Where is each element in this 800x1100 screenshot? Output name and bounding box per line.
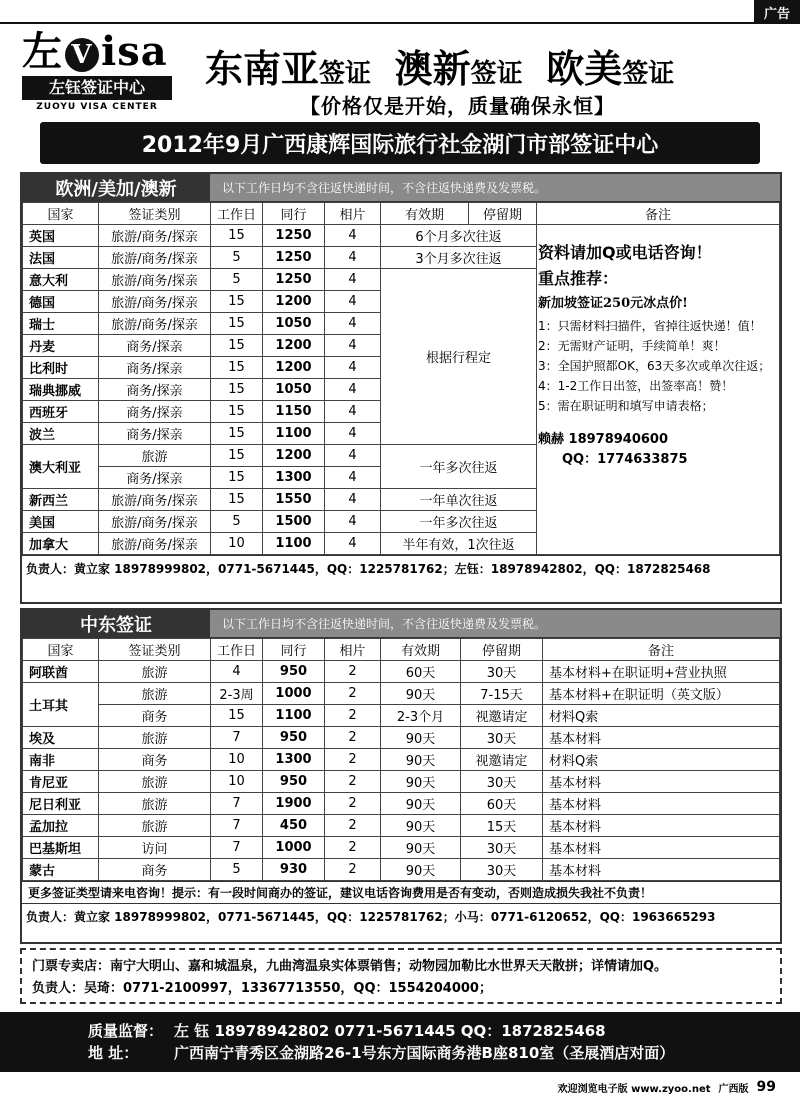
table-cell: 2 — [325, 749, 381, 771]
table-cell: 视邀请定 — [461, 749, 543, 771]
table-cell: 丹麦 — [23, 335, 99, 357]
col-header: 相片 — [325, 203, 381, 225]
table-cell: 7 — [211, 837, 263, 859]
table-cell: 4 — [325, 313, 381, 335]
table-cell: 950 — [263, 727, 325, 749]
col-header: 备注 — [537, 203, 780, 225]
merged-validity: 根据行程定 — [381, 269, 537, 445]
table-cell: 旅游/商务/探亲 — [99, 533, 211, 555]
ticket-info: 门票专卖店：南宁大明山、嘉和城温泉，九曲湾温泉实体票销售；动物园加勒比水世界天天散拼；详情请加Q。 — [32, 959, 668, 974]
table-cell: 南非 — [23, 749, 99, 771]
table-cell: 英国 — [23, 225, 99, 247]
table-cell: 旅游/商务/探亲 — [99, 225, 211, 247]
table-cell: 15 — [211, 335, 263, 357]
table-cell: 7-15天 — [461, 683, 543, 705]
table-cell: 2 — [325, 859, 381, 881]
table-cell: 4 — [325, 269, 381, 291]
table-cell: 基本材料+在职证明+营业执照 — [543, 661, 780, 683]
europe-section — [20, 172, 782, 604]
table-cell: 1050 — [263, 313, 325, 335]
col-header: 同行 — [263, 203, 325, 225]
table-cell: 15 — [211, 467, 263, 489]
slogan: 【价格仅是开始，质量确保永恒】 — [300, 94, 615, 118]
table-cell: 基本材料 — [543, 859, 780, 881]
table-cell: 90天 — [381, 815, 461, 837]
table-cell: 加拿大 — [23, 533, 99, 555]
remark-qq: QQ：1774633875 — [562, 452, 688, 467]
table-cell: 4 — [325, 445, 381, 467]
table-cell: 2-3个月 — [381, 705, 461, 727]
table-cell: 比利时 — [23, 357, 99, 379]
table-cell: 1500 — [263, 511, 325, 533]
table-cell: 60天 — [461, 793, 543, 815]
remark-recommend: 重点推荐： — [538, 269, 619, 288]
col-header: 国家 — [23, 203, 99, 225]
col-header: 签证类别 — [99, 639, 211, 661]
table-cell: 1000 — [263, 837, 325, 859]
table-cell: 7 — [211, 793, 263, 815]
table-cell: 商务/探亲 — [99, 379, 211, 401]
table-cell: 材料Q索 — [543, 749, 780, 771]
table-cell: 5 — [211, 247, 263, 269]
table-cell: 4 — [325, 291, 381, 313]
col-header: 备注 — [543, 639, 780, 661]
table-cell: 商务 — [99, 859, 211, 881]
table-row — [23, 203, 780, 225]
table-cell: 德国 — [23, 291, 99, 313]
table-cell: 5 — [211, 269, 263, 291]
table-cell: 美国 — [23, 511, 99, 533]
table-cell: 旅游 — [99, 661, 211, 683]
ad-tag: 广告 — [754, 0, 800, 24]
logo — [22, 30, 192, 120]
table-cell: 15 — [211, 225, 263, 247]
table-cell: 15 — [211, 313, 263, 335]
table-cell: 旅游 — [99, 793, 211, 815]
table-cell: 土耳其 — [23, 683, 99, 727]
logo-mark: 左 V isa — [22, 28, 168, 75]
table-cell: 4 — [325, 489, 381, 511]
section-note: 以下工作日均不含往返快递时间，不含往返快递费及发票税。 — [210, 610, 780, 637]
table-cell: 4 — [325, 357, 381, 379]
table-cell: 基本材料 — [543, 815, 780, 837]
col-header: 停留期 — [469, 203, 537, 225]
table-cell: 商务/探亲 — [99, 467, 211, 489]
tip-line: 更多签证类型请来电咨询！提示：有一段时间商办的签证，建议电话咨询费用是否有变动，否则造成损失我社不负责！ — [22, 881, 780, 903]
table-row — [23, 815, 780, 837]
table-cell: 30天 — [461, 837, 543, 859]
table-cell: 1250 — [263, 269, 325, 291]
table-cell: 旅游/商务/探亲 — [99, 489, 211, 511]
table-cell: 7 — [211, 815, 263, 837]
table-cell: 2 — [325, 837, 381, 859]
table-cell: 950 — [263, 661, 325, 683]
table-row — [23, 661, 780, 683]
table-cell: 2 — [325, 683, 381, 705]
top-divider — [0, 22, 800, 24]
mideast-section — [20, 608, 782, 944]
table-cell: 15 — [211, 423, 263, 445]
table-row — [23, 793, 780, 815]
table-cell: 澳大利亚 — [23, 445, 99, 489]
table-cell: 一年多次往返 — [381, 445, 537, 489]
table-cell: 基本材料+在职证明（英文版） — [543, 683, 780, 705]
table-cell: 4 — [211, 661, 263, 683]
table-cell: 旅游/商务/探亲 — [99, 269, 211, 291]
table-cell: 30天 — [461, 661, 543, 683]
table-cell: 意大利 — [23, 269, 99, 291]
table-cell: 商务/探亲 — [99, 357, 211, 379]
address-value: 广西南宁青秀区金湖路26-1号东方国际商务港B座810室（圣展酒店对面） — [174, 1044, 675, 1062]
table-cell: 4 — [325, 423, 381, 445]
table-cell: 90天 — [381, 859, 461, 881]
table-cell: 1050 — [263, 379, 325, 401]
supervision-label: 质量监督： — [88, 1022, 164, 1040]
table-cell: 商务/探亲 — [99, 401, 211, 423]
section-note: 以下工作日均不含往返快递时间，不含往返快递费及发票税。 — [210, 174, 780, 201]
table-cell: 旅游 — [99, 683, 211, 705]
edition-label: 广西版 — [718, 1083, 749, 1095]
ticket-contact: 负责人：吴琦：0771-2100997，13367713550，QQ：1554204000； — [32, 981, 492, 996]
table-cell: 15 — [211, 357, 263, 379]
table-cell: 4 — [325, 533, 381, 555]
table-cell: 尼日利亚 — [23, 793, 99, 815]
remarks-block — [538, 232, 778, 470]
table-cell: 1150 — [263, 401, 325, 423]
table-cell: 90天 — [381, 683, 461, 705]
table-cell: 瑞典挪威 — [23, 379, 99, 401]
table-cell: 30天 — [461, 727, 543, 749]
remark-item: 5：需在职证明和填写申请表格； — [538, 399, 714, 413]
table-cell: 巴基斯坦 — [23, 837, 99, 859]
contact-line: 负责人：黄立家 18978999802，0771-5671445，QQ：1225781762；小马：0771-6120652，QQ：1963665293 — [22, 903, 780, 929]
table-row — [23, 727, 780, 749]
table-cell: 蒙古 — [23, 859, 99, 881]
logo-english: ZUOYU VISA CENTER — [36, 102, 158, 112]
table-cell: 4 — [325, 467, 381, 489]
table-cell: 6个月多次往返 — [381, 225, 537, 247]
table-cell: 4 — [325, 335, 381, 357]
table-cell: 30天 — [461, 859, 543, 881]
table-cell: 1100 — [263, 533, 325, 555]
table-cell: 半年有效，1次往返 — [381, 533, 537, 555]
table-cell: 4 — [325, 401, 381, 423]
table-cell: 商务 — [99, 705, 211, 727]
ticket-box — [20, 948, 782, 1004]
table-cell: 商务/探亲 — [99, 335, 211, 357]
table-cell: 基本材料 — [543, 837, 780, 859]
table-cell: 瑞士 — [23, 313, 99, 335]
table-cell: 10 — [211, 749, 263, 771]
address-label: 地 址： — [88, 1044, 139, 1062]
headline: 东南亚签证 澳新签证 欧美签证 — [205, 46, 675, 91]
table-cell: 15 — [211, 401, 263, 423]
table-cell: 2 — [325, 727, 381, 749]
table-row — [23, 749, 780, 771]
table-cell: 4 — [325, 225, 381, 247]
table-cell: 商务 — [99, 749, 211, 771]
table-cell: 旅游/商务/探亲 — [99, 511, 211, 533]
section-title: 欧洲/美加/澳新 — [22, 174, 210, 201]
remark-headline: 资料请加Q或电话咨询！ — [538, 243, 712, 262]
table-cell: 90天 — [381, 727, 461, 749]
table-cell: 90天 — [381, 793, 461, 815]
table-cell: 2 — [325, 815, 381, 837]
table-cell: 1100 — [263, 705, 325, 727]
table-cell: 旅游/商务/探亲 — [99, 291, 211, 313]
table-cell: 60天 — [381, 661, 461, 683]
section-title: 中东签证 — [22, 610, 210, 637]
col-header: 国家 — [23, 639, 99, 661]
col-header: 有效期 — [381, 203, 469, 225]
table-cell: 基本材料 — [543, 793, 780, 815]
table-cell: 1550 — [263, 489, 325, 511]
table-row — [23, 639, 780, 661]
table-cell: 1200 — [263, 357, 325, 379]
table-cell: 3个月多次往返 — [381, 247, 537, 269]
table-cell: 15天 — [461, 815, 543, 837]
table-cell: 5 — [211, 511, 263, 533]
contact-line: 负责人：黄立家 18978999802，0771-5671445，QQ：1225781762；左钰：18978942802，QQ：1872825468 — [22, 555, 780, 581]
col-header: 同行 — [263, 639, 325, 661]
site-link[interactable]: 欢迎浏览电子版 www.zyoo.net — [557, 1083, 711, 1095]
table-cell: 1250 — [263, 225, 325, 247]
table-cell: 1200 — [263, 445, 325, 467]
col-header: 有效期 — [381, 639, 461, 661]
table-cell: 1100 — [263, 423, 325, 445]
table-cell: 波兰 — [23, 423, 99, 445]
table-cell: 1300 — [263, 467, 325, 489]
table-cell: 90天 — [381, 749, 461, 771]
remark-item: 4：1-2工作日出签，出签率高！赞！ — [538, 379, 734, 393]
table-cell: 基本材料 — [543, 727, 780, 749]
table-cell: 930 — [263, 859, 325, 881]
table-cell: 4 — [325, 247, 381, 269]
col-header: 签证类别 — [99, 203, 211, 225]
table-cell: 旅游 — [99, 815, 211, 837]
table-cell: 商务/探亲 — [99, 423, 211, 445]
table-cell: 5 — [211, 859, 263, 881]
table-cell: 450 — [263, 815, 325, 837]
table-cell: 90天 — [381, 771, 461, 793]
table-cell: 2 — [325, 793, 381, 815]
table-cell: 15 — [211, 445, 263, 467]
table-cell: 10 — [211, 771, 263, 793]
table-cell: 西班牙 — [23, 401, 99, 423]
table-cell: 埃及 — [23, 727, 99, 749]
table-cell: 7 — [211, 727, 263, 749]
table-cell: 15 — [211, 489, 263, 511]
remark-item: 2：无需财产证明，手续简单！爽！ — [538, 339, 726, 353]
table-cell: 访问 — [99, 837, 211, 859]
table-row — [23, 837, 780, 859]
table-cell: 法国 — [23, 247, 99, 269]
col-header: 相片 — [325, 639, 381, 661]
table-cell: 视邀请定 — [461, 705, 543, 727]
table-cell: 旅游 — [99, 727, 211, 749]
table-cell: 孟加拉 — [23, 815, 99, 837]
table-cell: 1200 — [263, 335, 325, 357]
footer-strip — [0, 1074, 800, 1100]
table-cell: 10 — [211, 533, 263, 555]
table-cell: 4 — [325, 511, 381, 533]
col-header: 停留期 — [461, 639, 543, 661]
table-cell: 15 — [211, 291, 263, 313]
table-cell: 材料Q索 — [543, 705, 780, 727]
table-cell: 2 — [325, 661, 381, 683]
table-cell: 肯尼亚 — [23, 771, 99, 793]
table-cell: 旅游/商务/探亲 — [99, 313, 211, 335]
table-row — [23, 771, 780, 793]
table-cell: 2 — [325, 705, 381, 727]
table-cell: 基本材料 — [543, 771, 780, 793]
table-cell: 新西兰 — [23, 489, 99, 511]
table-cell: 2 — [325, 771, 381, 793]
table-cell: 1000 — [263, 683, 325, 705]
bottom-bar — [0, 1012, 800, 1072]
remark-item: 3：全国护照都OK，63天多次或单次往返； — [538, 359, 771, 373]
supervision-value: 左 钰 18978942802 0771-5671445 QQ：1872825468 — [174, 1022, 606, 1040]
remark-contact: 赖赫 18978940600 — [538, 432, 669, 447]
mideast-table — [22, 638, 780, 881]
table-cell: 旅游 — [99, 771, 211, 793]
table-row — [23, 683, 780, 705]
table-cell: 15 — [211, 379, 263, 401]
table-cell: 4 — [325, 379, 381, 401]
table-row — [23, 705, 780, 727]
table-cell: 30天 — [461, 771, 543, 793]
logo-subtitle: 左钰签证中心 — [22, 76, 172, 100]
table-cell: 1300 — [263, 749, 325, 771]
remark-singapore: 新加坡签证250元冰点价! — [538, 296, 688, 311]
table-cell: 1900 — [263, 793, 325, 815]
table-cell: 旅游 — [99, 445, 211, 467]
col-header: 工作日 — [211, 203, 263, 225]
table-cell: 一年多次往返 — [381, 511, 537, 533]
col-header: 工作日 — [211, 639, 263, 661]
table-cell: 旅游/商务/探亲 — [99, 247, 211, 269]
table-cell: 90天 — [381, 837, 461, 859]
table-cell: 阿联酋 — [23, 661, 99, 683]
page-number: 99 — [756, 1079, 776, 1095]
table-cell: 1200 — [263, 291, 325, 313]
table-cell: 950 — [263, 771, 325, 793]
table-cell: 15 — [211, 705, 263, 727]
remark-item: 1：只需材料扫描件，省掉往返快递！值！ — [538, 319, 762, 333]
table-cell: 1250 — [263, 247, 325, 269]
table-cell: 一年单次往返 — [381, 489, 537, 511]
table-cell: 2-3周 — [211, 683, 263, 705]
title-banner: 2012年9月广西康辉国际旅行社金湖门市部签证中心 — [40, 122, 760, 164]
table-row — [23, 859, 780, 881]
